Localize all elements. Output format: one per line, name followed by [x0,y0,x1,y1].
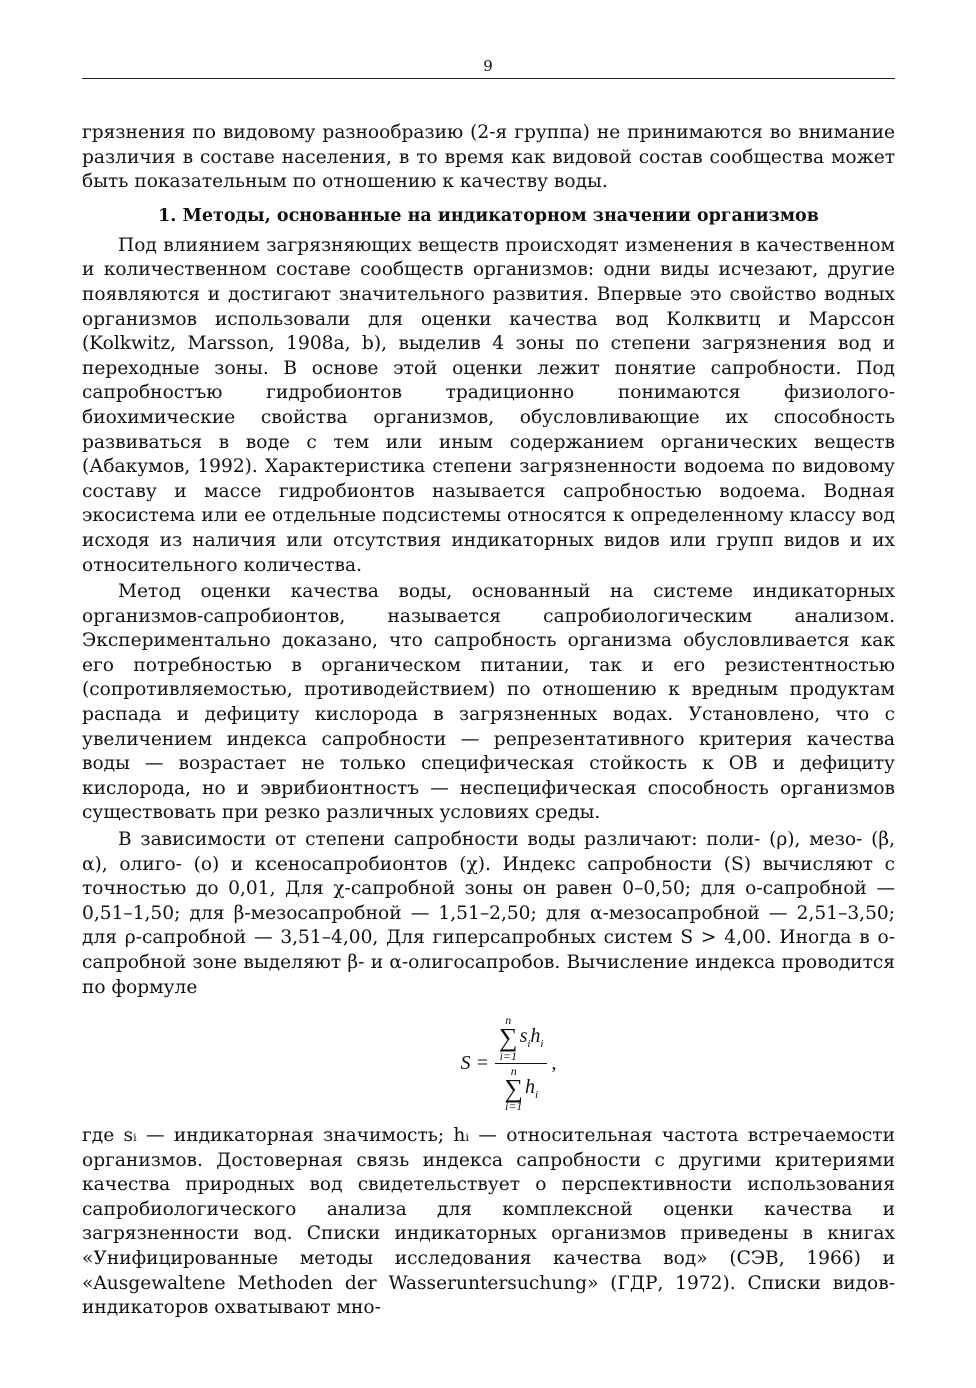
fraction-bar [495,1063,547,1064]
page-body [82,121,895,1321]
sum-symbol [504,1065,523,1112]
formula-comma: , [551,1051,557,1074]
sum-symbol [499,1014,518,1061]
page-number: 9 [483,57,493,75]
sum-upper-limit: n [505,1013,512,1028]
numerator-term: $s_ih_i$ [519,1025,544,1051]
sigma-icon: ∑ [504,1073,523,1103]
saprobity-formula [82,1014,895,1112]
formula-fraction [495,1014,547,1112]
formula-denominator [500,1065,542,1112]
paragraph-saprobiological-analysis: Метод оценки качества воды, основанный на системе индикаторных организмов-сапробионтов, называется сапробиологическим анализом. Экспериментально доказано, что сапробность организма обусловливается как его потребностью в органическом питании, так и его резистентностью (сопротивляемостью, противодействием) по отношению к вредным продуктам распада и дефициту кислорода в загрязненных водах. Установлено, что с увеличением индекса сапробности — репрезентативного критерия качества воды — возрастает не только специфическая стойкость к ОВ и дефициту кислорода, но и эврибионтностъ — неспецифическая способность организмов существовать при резко различных условиях среды. [82,581,895,824]
sigma-icon: ∑ [499,1023,518,1053]
sum-lower-limit: i=1 [499,1048,517,1063]
section-heading: 1. Методы, основанные на индикаторном значении организмов [158,205,819,226]
formula-numerator [495,1014,547,1061]
sum-lower-limit: i=1 [504,1098,523,1113]
paragraph-continuation: грязнения по видовому разнообразию (2-я группа) не принимаются во внимание различия в составе населения, в то время как видовой состав сообщества может быть показательным по отношению к качеству воды. [82,122,895,193]
sum-upper-limit: n [510,1063,517,1078]
denominator-term: $h_i$ [524,1075,539,1101]
paragraph-indicator-methods: Под влиянием загрязняющих веществ происходят изменения в качественном и количественном составе сообществ организмов: одни виды исчезают, другие появляются и достигают значительного развития. Впервые это свойство водных организмов использовали для оценки качества вод Колквитц и Марссон (Kolkwitz, Marsson, 1908a, b), выделив 4 зоны по степени загрязнения вод и переходные зоны. В основе этой оценки лежит понятие сапробности. Под сапробностъю гидробионтов традиционно понимаются физиолого-биохимические свойства организмов, обусловливающие их способность развиваться в воде с тем или иным содержанием органических веществ (Абакумов, 1992). Характеристика степени загрязненности водоема по видовому составу и массе гидробионтов называется сапробностью водоема. Водная экосистема или ее отдельные подсистемы относятся к определенному классу вод исходя из наличия или отсутствия индикаторных видов или групп видов и их относительного количества. [82,234,895,576]
paragraph-formula-explanation: где sᵢ — индикаторная значимость; hᵢ — относительная частота встречаемости организмов. Достоверная связь индекса сапробности с другими критериями качества природных вод свидетельствует о перспективности использования сапробиологического анализа для комплексной оценки качества и загрязненности вод. Списки индикаторных организмов приведены в книгах «Унифицированные методы исследования качества вод» (СЭВ, 1966) и «Ausgewaltene Methoden der Wasseruntersuchung» (ГДР, 1972). Списки видов-индикаторов охватывают мно- [82,1124,895,1319]
formula-lhs: S = [460,1051,490,1074]
paragraph-saprobity-zones: В зависимости от степени сапробности воды различают: поли- (ρ), мезо- (β, α), олиго- (о) и ксеносапробионтов (χ). Индекс сапробности (S) вычисляют с точностью до 0,01, Для χ-сапробной зоны он равен 0–0,50; для о-сапробной — 0,51–1,50; для β-мезосапробной — 1,51–2,50; для α-мезосапробной — 2,51–3,50; для ρ-сапробной — 3,51–4,00, Для гиперсапробных систем S > 4,00. Иногда в о-сапробной зоне выделяют β- и α-олигосапробов. Вычисление индекса проводится по формуле [82,829,895,998]
header-rule [82,78,895,79]
